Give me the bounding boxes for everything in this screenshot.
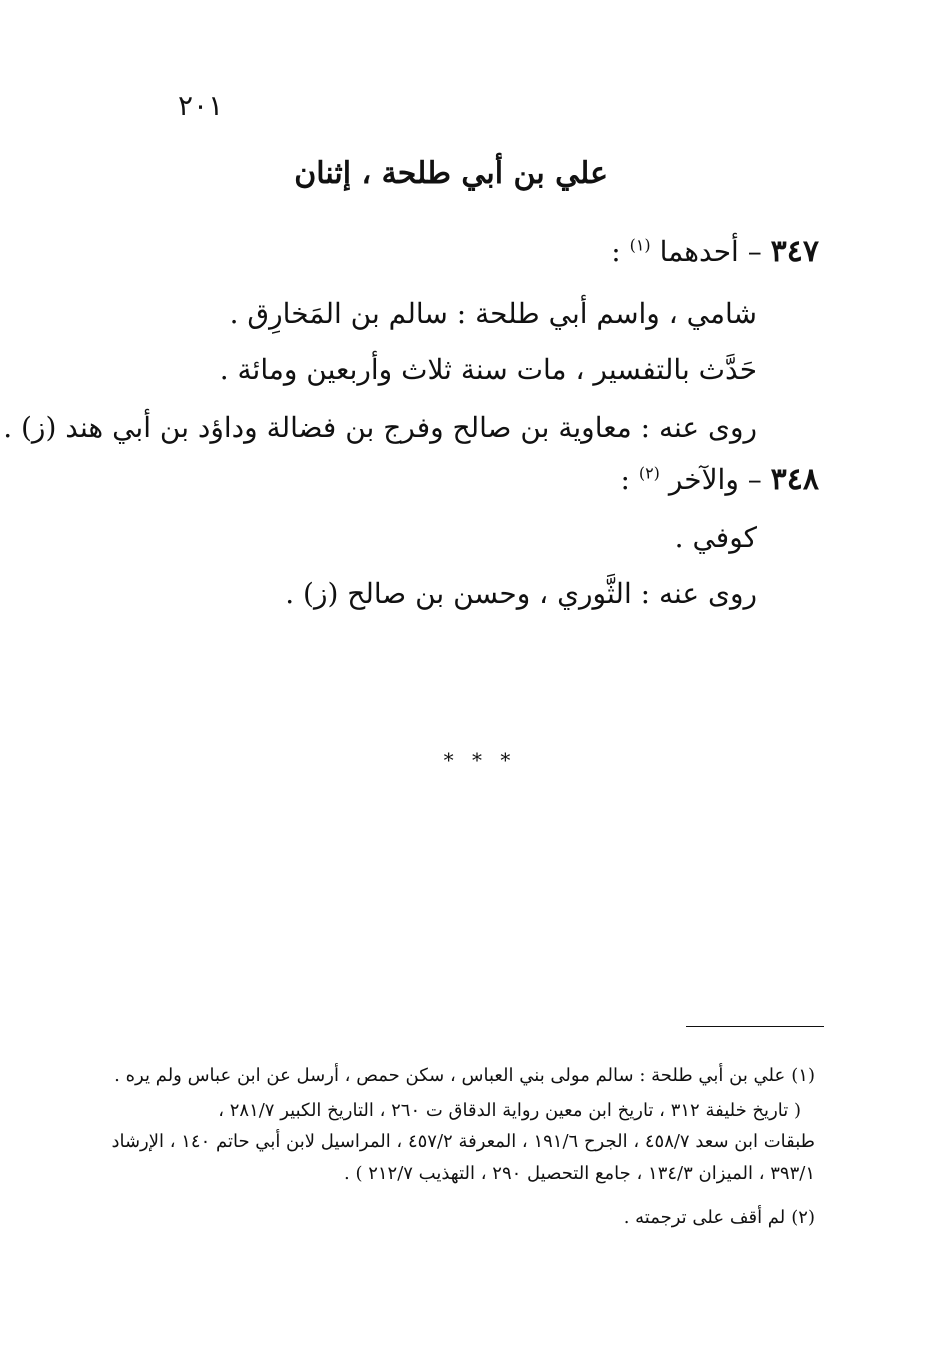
entry-heading-348 — [620, 460, 819, 500]
footnote-2 — [624, 1204, 815, 1232]
footnote-line: ( تاريخ خليفة ٣١٢ ، تاريخ ابن معين رواية الدقاق ت ٢٦٠ ، التاريخ الكبير ٢٨١/٧ ، — [218, 1100, 801, 1121]
entry-line: روى عنه : الثَّوري ، وحسن بن صالح (ز) . — [285, 577, 757, 610]
footnote-marker: (١) — [791, 1065, 815, 1086]
footnote-line: علي بن أبي طلحة : سالم مولى بني العباس ، سكن حمص ، أرسل عن ابن عباس ولم يره . — [114, 1065, 786, 1086]
chapter-title: علي بن أبي طلحة ، إثنان — [294, 156, 608, 191]
entry-heading-text: والآخر — [668, 463, 739, 496]
entry-colon: : — [620, 463, 639, 496]
entry-line: حَدَّث بالتفسير ، مات سنة ثلاث وأربعين ومائة . — [219, 353, 757, 386]
entry-number: ٣٤٧ — [770, 234, 819, 269]
entry-line: روى عنه : معاوية بن صالح وفرج بن فضالة وداؤد بن أبي هند (ز) . — [3, 411, 757, 444]
entry-heading-347 — [611, 232, 819, 272]
entry-line: شامي ، واسم أبي طلحة : سالم بن المَخارِق . — [229, 297, 757, 330]
entry-line: كوفي . — [674, 521, 757, 554]
footnote-1 — [114, 1062, 815, 1090]
page-number: ٢٠١ — [178, 89, 224, 122]
entry-dash: – — [738, 235, 771, 268]
section-divider: * * * — [443, 748, 517, 772]
footnote-separator — [686, 1026, 824, 1027]
footnote-line: لم أقف على ترجمته . — [623, 1207, 786, 1228]
entry-number: ٣٤٨ — [770, 462, 819, 497]
footnote-line: طبقات ابن سعد ٤٥٨/٧ ، الجرح ١٩١/٦ ، المعرفة ٤٥٧/٢ ، المراسيل لابن أبي حاتم ١٤٠ ، الإرشاد — [111, 1131, 815, 1152]
footnote-marker: (٢) — [791, 1207, 815, 1228]
footnote-line: ٣٩٣/١ ، الميزان ١٣٤/٣ ، جامع التحصيل ٢٩٠ ، التهذيب ٢١٢/٧ ) . — [344, 1163, 815, 1184]
footnote-reference: (٢) — [638, 463, 660, 483]
entry-dash: – — [738, 463, 771, 496]
entry-heading-text: أحدهما — [659, 235, 739, 268]
entry-colon: : — [611, 235, 630, 268]
footnote-reference: (١) — [629, 235, 651, 255]
